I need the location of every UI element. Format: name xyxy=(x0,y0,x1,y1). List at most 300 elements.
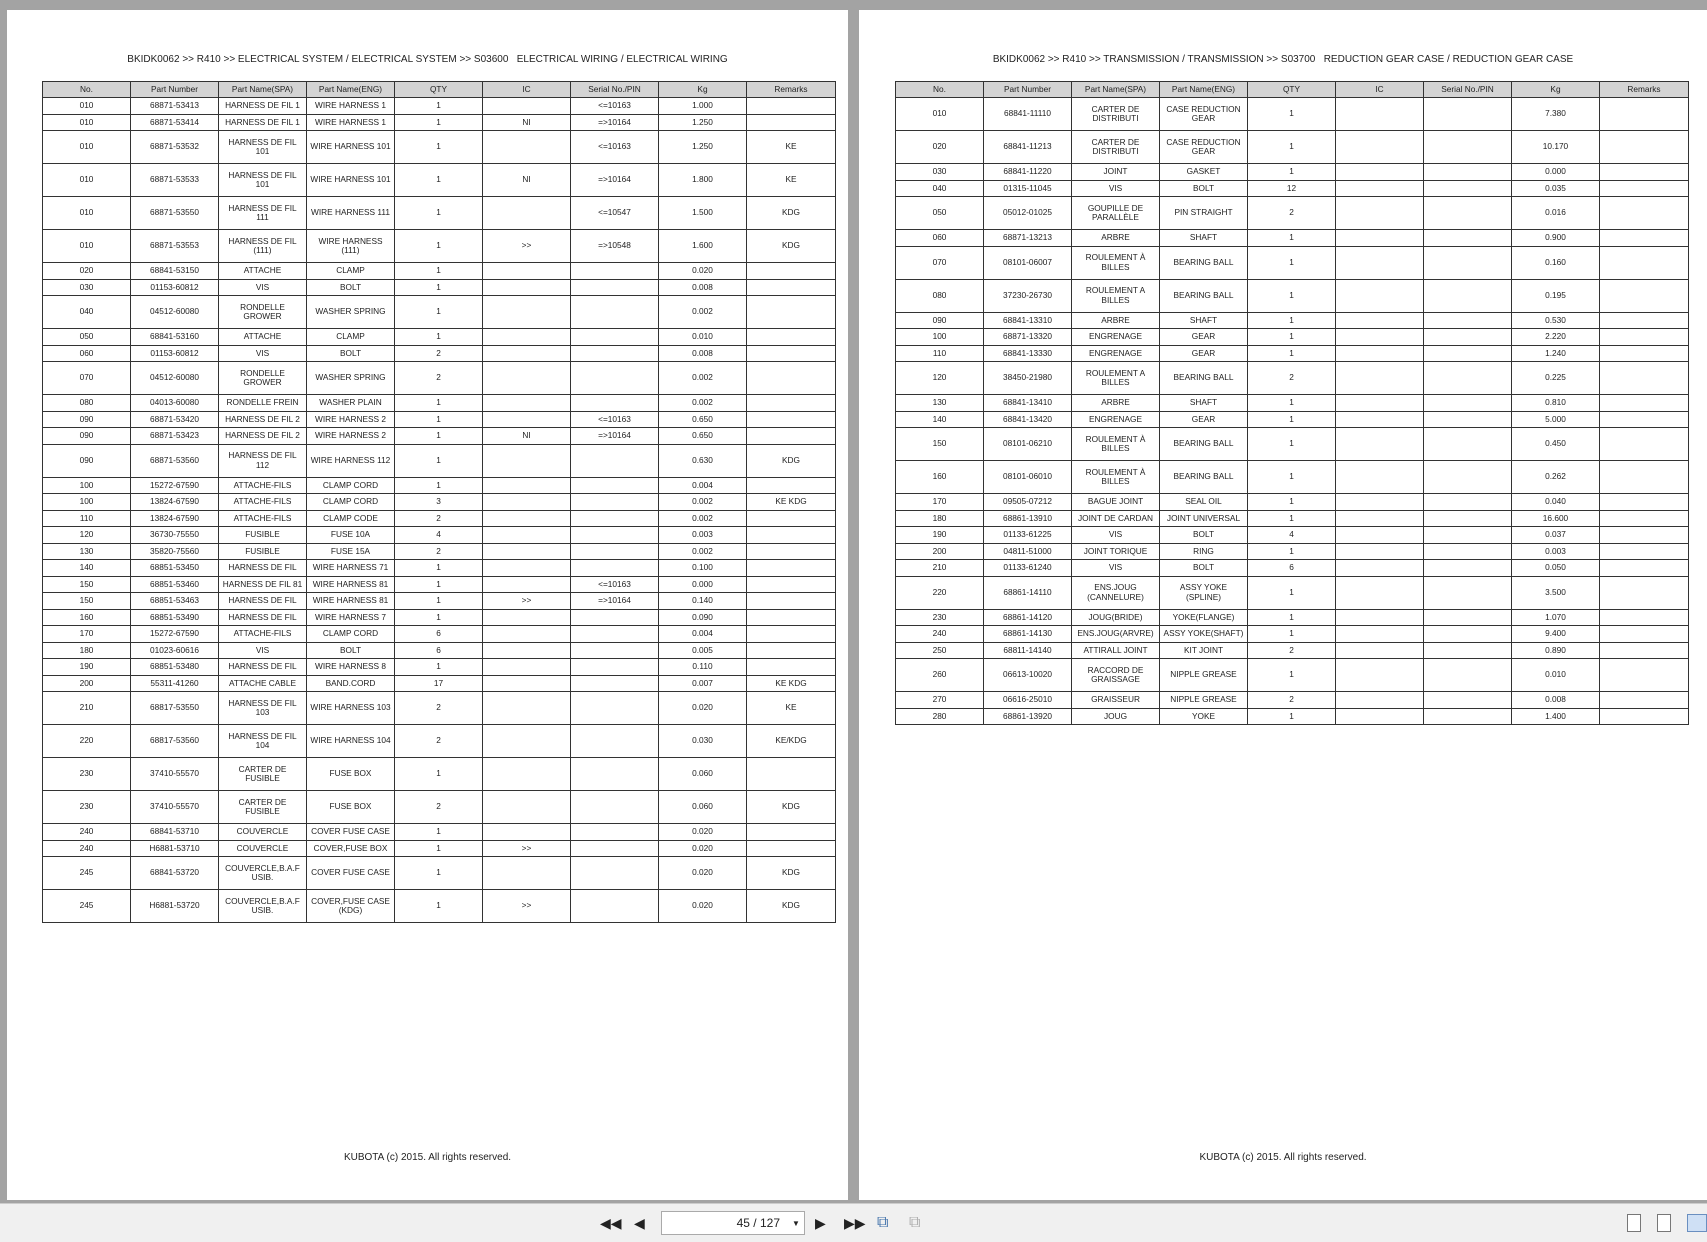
cell-serial-pin: <=10163 xyxy=(571,131,659,164)
cell-part-name-eng: FUSE BOX xyxy=(307,758,395,791)
cell-qty: 2 xyxy=(1248,692,1336,709)
cell-remarks xyxy=(1600,461,1689,494)
cell-ic xyxy=(1336,329,1424,346)
cell-ic xyxy=(1336,560,1424,577)
column-header-serial-pin: Serial No./PIN xyxy=(1424,82,1512,98)
cell-qty: 1 xyxy=(1248,329,1336,346)
cell-ic xyxy=(1336,345,1424,362)
cell-no: 100 xyxy=(43,477,131,494)
cell-part-number: 68871-53414 xyxy=(131,114,219,131)
cell-remarks xyxy=(747,263,836,280)
cell-no: 190 xyxy=(896,527,984,544)
cell-ic xyxy=(483,296,571,329)
cell-part-name-eng: WIRE HARNESS 2 xyxy=(307,411,395,428)
table-row xyxy=(43,543,836,560)
table-row xyxy=(43,164,836,197)
cell-serial-pin xyxy=(571,296,659,329)
continuous-view-icon[interactable] xyxy=(1657,1214,1671,1232)
table-row xyxy=(896,131,1689,164)
cell-ic xyxy=(483,543,571,560)
cell-kg: 5.000 xyxy=(1512,411,1600,428)
table-row xyxy=(43,395,836,412)
table-row xyxy=(43,362,836,395)
cell-part-number: 68817-53560 xyxy=(131,725,219,758)
cell-ic xyxy=(1336,279,1424,312)
two-page-view-icon[interactable] xyxy=(1687,1214,1707,1232)
cell-kg: 0.002 xyxy=(659,494,747,511)
cell-serial-pin xyxy=(1424,395,1512,412)
cell-part-number: 08101-06010 xyxy=(984,461,1072,494)
cell-part-name-spa: ATTACHE CABLE xyxy=(219,675,307,692)
cell-qty: 1 xyxy=(395,576,483,593)
cell-remarks xyxy=(747,609,836,626)
cell-ic xyxy=(1336,428,1424,461)
cell-qty: 2 xyxy=(395,791,483,824)
cell-part-number: 01133-61225 xyxy=(984,527,1072,544)
cell-qty: 2 xyxy=(1248,642,1336,659)
cell-ic xyxy=(1336,197,1424,230)
cell-ic: >> xyxy=(483,230,571,263)
cell-no: 040 xyxy=(43,296,131,329)
cell-part-name-spa: VIS xyxy=(1072,527,1160,544)
cell-part-number: 04512-60080 xyxy=(131,362,219,395)
cell-no: 230 xyxy=(43,758,131,791)
cell-no: 220 xyxy=(896,576,984,609)
cell-kg: 0.050 xyxy=(1512,560,1600,577)
cell-no: 240 xyxy=(43,824,131,841)
cell-ic xyxy=(1336,642,1424,659)
cell-remarks xyxy=(747,279,836,296)
cell-serial-pin xyxy=(1424,180,1512,197)
cell-part-number: 68871-53533 xyxy=(131,164,219,197)
go-back-view-icon[interactable]: ⧉ xyxy=(877,1214,889,1231)
cell-part-name-spa: BAGUE JOINT xyxy=(1072,494,1160,511)
cell-remarks xyxy=(1600,246,1689,279)
cell-ic xyxy=(483,791,571,824)
cell-part-name-eng: BEARING BALL xyxy=(1160,246,1248,279)
cell-part-name-eng: CASE REDUCTION GEAR xyxy=(1160,98,1248,131)
cell-part-number: 68841-13420 xyxy=(984,411,1072,428)
cell-part-name-spa: HARNESS DE FIL (111) xyxy=(219,230,307,263)
cell-no: 120 xyxy=(43,527,131,544)
cell-part-name-eng: WASHER PLAIN xyxy=(307,395,395,412)
cell-part-name-spa: RONDELLE FREIN xyxy=(219,395,307,412)
cell-serial-pin: =>10164 xyxy=(571,593,659,610)
previous-page-button[interactable]: ◀ xyxy=(634,1214,645,1231)
cell-part-name-spa: HARNESS DE FIL 2 xyxy=(219,411,307,428)
cell-no: 010 xyxy=(896,98,984,131)
cell-part-name-spa: ATTACHE-FILS xyxy=(219,510,307,527)
cell-no: 110 xyxy=(43,510,131,527)
cell-part-name-spa: VIS xyxy=(1072,560,1160,577)
cell-kg: 0.008 xyxy=(1512,692,1600,709)
cell-no: 070 xyxy=(43,362,131,395)
cell-serial-pin xyxy=(1424,197,1512,230)
cell-part-number: 68851-53460 xyxy=(131,576,219,593)
cell-serial-pin xyxy=(571,642,659,659)
cell-part-name-eng: CLAMP CORD xyxy=(307,477,395,494)
cell-part-number: 68861-14120 xyxy=(984,609,1072,626)
cell-qty: 1 xyxy=(395,263,483,280)
cell-remarks: KE xyxy=(747,164,836,197)
cell-part-number: 68841-53150 xyxy=(131,263,219,280)
cell-qty: 1 xyxy=(395,444,483,477)
cell-part-number: 68871-53420 xyxy=(131,411,219,428)
cell-part-name-spa: ENGRENAGE xyxy=(1072,345,1160,362)
cell-part-name-spa: CARTER DE FUSIBLE xyxy=(219,758,307,791)
table-row xyxy=(43,890,836,923)
cell-part-name-eng: CLAMP xyxy=(307,263,395,280)
cell-kg: 0.090 xyxy=(659,609,747,626)
cell-part-name-eng: WIRE HARNESS 1 xyxy=(307,98,395,115)
cell-part-name-eng: CLAMP CODE xyxy=(307,510,395,527)
cell-part-name-eng: BAND.CORD xyxy=(307,675,395,692)
cell-qty: 1 xyxy=(395,114,483,131)
cell-kg: 0.002 xyxy=(659,296,747,329)
cell-part-name-spa: FUSIBLE xyxy=(219,543,307,560)
cell-serial-pin: <=10163 xyxy=(571,411,659,428)
cell-remarks: KDG xyxy=(747,791,836,824)
cell-kg: 0.650 xyxy=(659,428,747,445)
cell-part-name-eng: BOLT xyxy=(307,642,395,659)
cell-ic xyxy=(1336,543,1424,560)
table-row xyxy=(896,411,1689,428)
first-page-button[interactable]: ◀◀ xyxy=(600,1214,622,1231)
cell-part-name-eng: SEAL OIL xyxy=(1160,494,1248,511)
cell-part-name-spa: ATTACHE xyxy=(219,329,307,346)
cell-no: 170 xyxy=(896,494,984,511)
page-indicator: 45 / 127 xyxy=(736,1216,780,1230)
cell-no: 240 xyxy=(896,626,984,643)
cell-serial-pin xyxy=(571,444,659,477)
cell-part-number: 68861-13910 xyxy=(984,510,1072,527)
cell-kg: 0.020 xyxy=(659,840,747,857)
table-row xyxy=(896,576,1689,609)
page-number-input[interactable] xyxy=(661,1211,805,1235)
column-header-qty: QTY xyxy=(1248,82,1336,98)
cell-remarks xyxy=(747,642,836,659)
cell-part-name-eng: WIRE HARNESS 112 xyxy=(307,444,395,477)
table-row xyxy=(43,692,836,725)
cell-qty: 6 xyxy=(395,626,483,643)
cell-ic xyxy=(483,659,571,676)
cell-no: 010 xyxy=(43,197,131,230)
cell-part-name-eng: WASHER SPRING xyxy=(307,362,395,395)
chevron-down-icon[interactable]: ▼ xyxy=(792,1218,800,1228)
cell-ic xyxy=(1336,131,1424,164)
cell-part-number: 01153-60812 xyxy=(131,345,219,362)
column-header-no: No. xyxy=(43,82,131,98)
table-row xyxy=(43,345,836,362)
cell-kg: 1.250 xyxy=(659,114,747,131)
cell-part-number: 68861-13920 xyxy=(984,708,1072,725)
cell-qty: 1 xyxy=(1248,494,1336,511)
cell-serial-pin xyxy=(1424,312,1512,329)
cell-qty: 1 xyxy=(395,840,483,857)
cell-part-name-eng: NIPPLE GREASE xyxy=(1160,692,1248,709)
cell-part-number: 08101-06007 xyxy=(984,246,1072,279)
cell-qty: 1 xyxy=(1248,345,1336,362)
cell-kg: 0.004 xyxy=(659,626,747,643)
table-row xyxy=(896,279,1689,312)
cell-kg: 0.262 xyxy=(1512,461,1600,494)
cell-kg: 0.002 xyxy=(659,510,747,527)
cell-kg: 0.060 xyxy=(659,791,747,824)
cell-part-name-spa: ATTACHE-FILS xyxy=(219,494,307,511)
cell-part-name-spa: ROULEMENT À BILLES xyxy=(1072,428,1160,461)
cell-serial-pin xyxy=(1424,708,1512,725)
cell-qty: 17 xyxy=(395,675,483,692)
table-row xyxy=(896,230,1689,247)
table-row xyxy=(43,725,836,758)
cell-remarks xyxy=(1600,642,1689,659)
cell-qty: 1 xyxy=(1248,312,1336,329)
cell-part-name-spa: ARBRE xyxy=(1072,312,1160,329)
cell-no: 010 xyxy=(43,230,131,263)
table-row xyxy=(43,329,836,346)
cell-part-number: 68841-11110 xyxy=(984,98,1072,131)
cell-part-name-eng: CLAMP xyxy=(307,329,395,346)
cell-qty: 1 xyxy=(1248,461,1336,494)
cell-serial-pin xyxy=(1424,279,1512,312)
cell-remarks xyxy=(1600,692,1689,709)
cell-serial-pin xyxy=(1424,411,1512,428)
table-header-row xyxy=(43,82,836,98)
cell-part-name-eng: RING xyxy=(1160,543,1248,560)
cell-serial-pin xyxy=(1424,576,1512,609)
go-forward-view-icon[interactable]: ⧉ xyxy=(909,1214,921,1231)
cell-kg: 0.016 xyxy=(1512,197,1600,230)
cell-ic xyxy=(483,395,571,412)
cell-kg: 0.030 xyxy=(659,725,747,758)
cell-kg: 1.800 xyxy=(659,164,747,197)
cell-serial-pin xyxy=(571,890,659,923)
table-row xyxy=(896,510,1689,527)
cell-ic: NI xyxy=(483,164,571,197)
cell-serial-pin xyxy=(571,395,659,412)
cell-part-name-eng: FUSE 15A xyxy=(307,543,395,560)
cell-part-name-eng: WIRE HARNESS 8 xyxy=(307,659,395,676)
cell-serial-pin xyxy=(571,362,659,395)
cell-part-name-eng: BOLT xyxy=(307,279,395,296)
cell-no: 240 xyxy=(43,840,131,857)
cell-kg: 0.008 xyxy=(659,279,747,296)
single-page-view-icon[interactable] xyxy=(1627,1214,1641,1232)
cell-ic xyxy=(1336,609,1424,626)
cell-part-number: 08101-06210 xyxy=(984,428,1072,461)
cell-remarks xyxy=(1600,197,1689,230)
cell-ic: >> xyxy=(483,593,571,610)
cell-part-number: 68871-53532 xyxy=(131,131,219,164)
cell-part-name-eng: BOLT xyxy=(1160,527,1248,544)
cell-serial-pin xyxy=(571,626,659,643)
cell-qty: 1 xyxy=(1248,98,1336,131)
cell-remarks xyxy=(747,510,836,527)
cell-remarks xyxy=(747,114,836,131)
cell-no: 120 xyxy=(896,362,984,395)
cell-part-name-spa: ROULEMENT À BILLES xyxy=(1072,246,1160,279)
cell-part-name-eng: YOKE xyxy=(1160,708,1248,725)
cell-ic xyxy=(1336,312,1424,329)
table-row xyxy=(896,246,1689,279)
cell-part-name-eng: SHAFT xyxy=(1160,312,1248,329)
cell-remarks xyxy=(1600,98,1689,131)
cell-serial-pin xyxy=(571,824,659,841)
cell-part-name-eng: GEAR xyxy=(1160,411,1248,428)
cell-serial-pin xyxy=(1424,461,1512,494)
cell-qty: 1 xyxy=(395,593,483,610)
cell-remarks xyxy=(1600,395,1689,412)
cell-part-number: 06613-10020 xyxy=(984,659,1072,692)
cell-serial-pin xyxy=(571,543,659,560)
cell-no: 020 xyxy=(43,263,131,280)
cell-qty: 2 xyxy=(395,362,483,395)
next-page-button[interactable]: ▶ xyxy=(815,1214,826,1231)
cell-ic xyxy=(483,494,571,511)
cell-serial-pin: =>10548 xyxy=(571,230,659,263)
cell-remarks xyxy=(1600,180,1689,197)
cell-remarks xyxy=(747,345,836,362)
cell-no: 030 xyxy=(896,164,984,181)
cell-kg: 0.650 xyxy=(659,411,747,428)
cell-ic xyxy=(483,131,571,164)
cell-kg: 0.002 xyxy=(659,395,747,412)
cell-part-number: 37410-55570 xyxy=(131,791,219,824)
cell-no: 180 xyxy=(896,510,984,527)
cell-remarks xyxy=(747,395,836,412)
column-header-part-number: Part Number xyxy=(984,82,1072,98)
cell-qty: 1 xyxy=(1248,543,1336,560)
table-row xyxy=(43,527,836,544)
cell-part-name-eng: WIRE HARNESS 103 xyxy=(307,692,395,725)
cell-part-name-spa: CARTER DE FUSIBLE xyxy=(219,791,307,824)
cell-part-name-spa: ENGRENAGE xyxy=(1072,411,1160,428)
table-row xyxy=(896,692,1689,709)
cell-kg: 1.240 xyxy=(1512,345,1600,362)
cell-remarks xyxy=(1600,312,1689,329)
table-row xyxy=(43,576,836,593)
cell-qty: 4 xyxy=(395,527,483,544)
cell-qty: 1 xyxy=(395,659,483,676)
cell-remarks xyxy=(747,362,836,395)
cell-part-name-spa: GRAISSEUR xyxy=(1072,692,1160,709)
cell-serial-pin: =>10164 xyxy=(571,428,659,445)
cell-kg: 1.600 xyxy=(659,230,747,263)
cell-qty: 1 xyxy=(395,395,483,412)
cell-serial-pin xyxy=(1424,609,1512,626)
cell-qty: 1 xyxy=(395,477,483,494)
cell-part-number: 68871-53550 xyxy=(131,197,219,230)
column-header-qty: QTY xyxy=(395,82,483,98)
last-page-button[interactable]: ▶▶ xyxy=(844,1214,866,1231)
cell-part-name-spa: JOUG(BRIDE) xyxy=(1072,609,1160,626)
cell-part-name-eng: GEAR xyxy=(1160,345,1248,362)
cell-no: 090 xyxy=(43,428,131,445)
cell-part-number: 68841-11213 xyxy=(984,131,1072,164)
cell-ic xyxy=(1336,576,1424,609)
cell-remarks xyxy=(1600,626,1689,643)
cell-no: 100 xyxy=(43,494,131,511)
cell-qty: 1 xyxy=(1248,246,1336,279)
column-header-part-number: Part Number xyxy=(131,82,219,98)
cell-remarks: KDG xyxy=(747,230,836,263)
cell-serial-pin: <=10547 xyxy=(571,197,659,230)
cell-ic xyxy=(483,857,571,890)
cell-part-number: 68871-53423 xyxy=(131,428,219,445)
cell-qty: 12 xyxy=(1248,180,1336,197)
cell-serial-pin xyxy=(1424,246,1512,279)
cell-ic xyxy=(483,626,571,643)
cell-remarks xyxy=(1600,279,1689,312)
cell-qty: 1 xyxy=(395,411,483,428)
cell-kg: 0.040 xyxy=(1512,494,1600,511)
cell-no: 090 xyxy=(43,444,131,477)
cell-part-name-spa: RONDELLE GROWER xyxy=(219,362,307,395)
table-row xyxy=(896,312,1689,329)
cell-part-number: 68851-53480 xyxy=(131,659,219,676)
cell-remarks xyxy=(747,560,836,577)
cell-part-number: 68861-14130 xyxy=(984,626,1072,643)
cell-no: 100 xyxy=(896,329,984,346)
cell-kg: 1.000 xyxy=(659,98,747,115)
cell-serial-pin: =>10164 xyxy=(571,114,659,131)
cell-no: 050 xyxy=(43,329,131,346)
cell-remarks xyxy=(747,296,836,329)
table-row xyxy=(896,626,1689,643)
cell-part-name-spa: HARNESS DE FIL 81 xyxy=(219,576,307,593)
cell-qty: 2 xyxy=(395,510,483,527)
cell-remarks xyxy=(1600,362,1689,395)
cell-remarks xyxy=(1600,510,1689,527)
cell-serial-pin xyxy=(571,659,659,676)
cell-ic xyxy=(1336,395,1424,412)
cell-serial-pin xyxy=(571,329,659,346)
table-row xyxy=(896,609,1689,626)
cell-part-number: 13824-67590 xyxy=(131,510,219,527)
cell-part-name-spa: COUVERCLE xyxy=(219,824,307,841)
cell-no: 010 xyxy=(43,164,131,197)
cell-remarks xyxy=(747,659,836,676)
cell-ic xyxy=(1336,246,1424,279)
cell-remarks xyxy=(1600,560,1689,577)
cell-serial-pin xyxy=(1424,510,1512,527)
column-header-ic: IC xyxy=(1336,82,1424,98)
cell-kg: 0.020 xyxy=(659,263,747,280)
cell-part-number: 68841-53720 xyxy=(131,857,219,890)
cell-no: 060 xyxy=(896,230,984,247)
cell-kg: 7.380 xyxy=(1512,98,1600,131)
cell-part-number: 06616-25010 xyxy=(984,692,1072,709)
cell-serial-pin xyxy=(1424,98,1512,131)
table-row xyxy=(896,164,1689,181)
cell-part-name-spa: VIS xyxy=(1072,180,1160,197)
cell-kg: 0.890 xyxy=(1512,642,1600,659)
cell-qty: 1 xyxy=(1248,708,1336,725)
cell-qty: 1 xyxy=(1248,576,1336,609)
cell-part-number: 01133-61240 xyxy=(984,560,1072,577)
cell-ic xyxy=(483,329,571,346)
cell-part-name-spa: HARNESS DE FIL xyxy=(219,560,307,577)
table-row xyxy=(43,659,836,676)
cell-no: 245 xyxy=(43,857,131,890)
cell-ic xyxy=(1336,494,1424,511)
cell-part-name-eng: WIRE HARNESS (111) xyxy=(307,230,395,263)
cell-serial-pin xyxy=(571,477,659,494)
cell-kg: 0.160 xyxy=(1512,246,1600,279)
parts-table xyxy=(895,81,1689,725)
table-row xyxy=(43,840,836,857)
cell-serial-pin xyxy=(571,527,659,544)
